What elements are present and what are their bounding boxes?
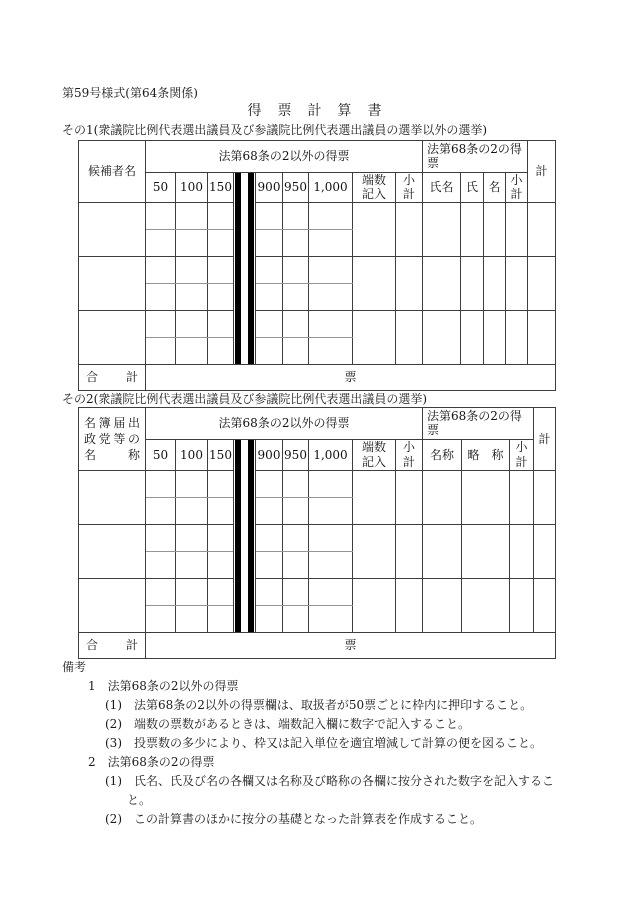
header-tick-150: 150	[208, 172, 234, 202]
thick-bar	[235, 440, 241, 632]
entry-cell	[510, 578, 534, 632]
entry-cell	[353, 202, 396, 256]
entry-cell	[396, 524, 423, 578]
entry-cell	[146, 578, 176, 605]
header-total-column: 計	[528, 141, 556, 203]
entry-cell	[353, 470, 396, 524]
entry-cell	[461, 256, 484, 310]
entry-cell	[208, 202, 234, 229]
remark-line: と。	[127, 793, 152, 807]
entry-cell	[256, 229, 283, 256]
entry-cell	[208, 229, 234, 256]
entry-cell	[510, 524, 534, 578]
entry-cell	[534, 470, 556, 524]
data-row	[79, 202, 556, 229]
header-party-abbreviation: 略 称	[462, 439, 510, 470]
entry-cell	[283, 337, 309, 364]
total-row-label: 合計	[79, 364, 146, 390]
remark-line: 2 法第68条の2の得票	[88, 755, 215, 769]
entry-cell	[146, 470, 176, 497]
entry-cell	[176, 578, 208, 605]
entry-cell	[283, 497, 309, 524]
entry-cell	[79, 524, 146, 578]
entry-cell	[146, 337, 176, 364]
entry-cell	[176, 283, 208, 310]
entry-cell	[506, 256, 528, 310]
header-votes-68-2: 法第68条の2の得 票	[423, 141, 528, 173]
entry-cell	[396, 470, 423, 524]
entry-cell	[283, 551, 309, 578]
entry-cell	[534, 578, 556, 632]
entry-cell	[283, 229, 309, 256]
entry-cell	[146, 283, 176, 310]
entry-cell	[208, 524, 234, 551]
data-row	[79, 470, 556, 497]
remarks-heading: 備考	[62, 660, 87, 674]
header-votes-68-2: 法第68条の2の得 票	[423, 408, 534, 440]
entry-cell	[256, 497, 283, 524]
entry-cell	[396, 256, 423, 310]
entry-cell	[309, 202, 353, 229]
entry-cell	[176, 202, 208, 229]
header-tick-50: 50	[146, 172, 176, 202]
entry-cell	[79, 310, 146, 364]
entry-cell	[146, 202, 176, 229]
total-row	[79, 364, 556, 390]
entry-cell	[309, 524, 353, 551]
entry-cell	[309, 229, 353, 256]
remark-line: (2) 端数の票数があるときは、端数記入欄に数字で記入すること。	[105, 717, 471, 731]
header-tick-50: 50	[146, 439, 176, 470]
entry-cell	[423, 256, 461, 310]
section2-label: その2(衆議院比例代表選出議員及び参議院比例代表選出議員の選挙)	[62, 392, 428, 406]
entry-cell	[528, 202, 556, 256]
entry-cell	[146, 524, 176, 551]
entry-cell	[256, 605, 283, 632]
header-total-column: 計	[534, 408, 556, 471]
header-subtotal-right: 小 計	[510, 439, 534, 470]
entry-cell	[146, 551, 176, 578]
entry-cell	[283, 578, 309, 605]
table-sono2	[78, 407, 556, 659]
entry-cell	[484, 256, 506, 310]
header-tick-950: 950	[283, 172, 309, 202]
entry-cell	[423, 524, 462, 578]
header-party-list-name: 名簿届出 政党等の 名称	[79, 408, 146, 471]
header-fraction-entry: 端数 記入	[353, 439, 396, 470]
entry-cell	[256, 283, 283, 310]
entry-cell	[528, 256, 556, 310]
header-tick-950: 950	[283, 439, 309, 470]
bars-ellipsis	[234, 439, 256, 632]
entry-cell	[208, 337, 234, 364]
data-row	[79, 524, 556, 551]
entry-cell	[423, 578, 462, 632]
remark-line: (1) 法第68条の2以外の得票欄は、取扱者が50票ごとに枠内に押印すること。	[105, 698, 533, 712]
entry-cell	[176, 310, 208, 337]
entry-cell	[146, 256, 176, 283]
header-votes-other-than-68-2: 法第68条の2以外の得票	[146, 141, 423, 173]
remark-line: (3) 投票数の多少により、枠又は記入単位を適宜増減して計算の便を図ること。	[105, 736, 543, 750]
entry-cell	[484, 310, 506, 364]
bars-ellipsis	[234, 172, 256, 364]
entry-cell	[208, 470, 234, 497]
entry-cell	[176, 470, 208, 497]
entry-cell	[309, 310, 353, 337]
entry-cell	[353, 578, 396, 632]
entry-cell	[462, 470, 510, 524]
data-row	[79, 256, 556, 283]
entry-cell	[208, 605, 234, 632]
entry-cell	[309, 256, 353, 283]
entry-cell	[510, 470, 534, 524]
entry-cell	[256, 470, 283, 497]
header-party-name: 名称	[423, 439, 462, 470]
header-tick-150: 150	[208, 439, 234, 470]
entry-cell	[176, 551, 208, 578]
entry-cell	[462, 524, 510, 578]
data-row	[79, 578, 556, 605]
entry-cell	[208, 283, 234, 310]
total-row	[79, 632, 556, 658]
entry-cell	[256, 202, 283, 229]
header-subtotal: 小 計	[396, 172, 423, 202]
entry-cell	[256, 337, 283, 364]
entry-cell	[534, 524, 556, 578]
total-row-label: 合計	[79, 632, 146, 658]
entry-cell	[208, 578, 234, 605]
entry-cell	[506, 202, 528, 256]
entry-cell	[309, 283, 353, 310]
header-votes-other-than-68-2: 法第68条の2以外の得票	[146, 408, 423, 440]
header-surname: 氏	[461, 172, 484, 202]
entry-cell	[396, 202, 423, 256]
entry-cell	[283, 470, 309, 497]
header-full-name: 氏名	[423, 172, 461, 202]
entry-cell	[146, 310, 176, 337]
entry-cell	[208, 551, 234, 578]
entry-cell	[176, 524, 208, 551]
header-fraction-entry: 端数 記入	[353, 172, 396, 202]
remark-line: (2) この計算書のほかに按分の基礎となった計算表を作成すること。	[105, 812, 483, 826]
header-tick-100: 100	[176, 172, 208, 202]
entry-cell	[208, 256, 234, 283]
header-subtotal: 小 計	[396, 439, 423, 470]
entry-cell	[79, 256, 146, 310]
entry-cell	[484, 202, 506, 256]
entry-cell	[146, 229, 176, 256]
form-number: 第59号様式(第64条関係)	[62, 86, 198, 100]
entry-cell	[353, 524, 396, 578]
entry-cell	[353, 256, 396, 310]
entry-cell	[528, 310, 556, 364]
entry-cell	[309, 497, 353, 524]
entry-cell	[79, 578, 146, 632]
document-title: 得 票 計 算 書	[247, 103, 383, 119]
remark-line: 1 法第68条の2以外の得票	[88, 679, 239, 693]
entry-cell	[146, 605, 176, 632]
section1-label: その1(衆議院比例代表選出議員及び参議院比例代表選出議員の選挙以外の選挙)	[62, 123, 488, 137]
entry-cell	[309, 578, 353, 605]
entry-cell	[146, 497, 176, 524]
thick-bar	[235, 173, 241, 364]
entry-cell	[423, 202, 461, 256]
entry-cell	[79, 202, 146, 256]
total-row-unit: 票	[146, 364, 556, 390]
entry-cell	[208, 310, 234, 337]
entry-cell	[283, 202, 309, 229]
entry-cell	[309, 470, 353, 497]
header-candidate-name: 候補者名	[79, 141, 146, 203]
entry-cell	[176, 497, 208, 524]
entry-cell	[176, 337, 208, 364]
entry-cell	[423, 470, 462, 524]
thick-bar	[248, 440, 254, 632]
entry-cell	[309, 551, 353, 578]
table-sono1	[78, 140, 556, 391]
entry-cell	[461, 310, 484, 364]
entry-cell	[176, 605, 208, 632]
entry-cell	[79, 470, 146, 524]
header-tick-900: 900	[256, 439, 283, 470]
entry-cell	[396, 310, 423, 364]
entry-cell	[462, 578, 510, 632]
entry-cell	[283, 310, 309, 337]
entry-cell	[256, 256, 283, 283]
entry-cell	[461, 202, 484, 256]
header-tick-900: 900	[256, 172, 283, 202]
header-tick-1000: 1,000	[309, 172, 353, 202]
data-row	[79, 310, 556, 337]
remarks-section	[62, 658, 554, 829]
header-tick-1000: 1,000	[309, 439, 353, 470]
thick-bar	[248, 173, 254, 364]
entry-cell	[208, 497, 234, 524]
entry-cell	[283, 256, 309, 283]
entry-cell	[423, 310, 461, 364]
entry-cell	[283, 605, 309, 632]
entry-cell	[176, 256, 208, 283]
entry-cell	[309, 337, 353, 364]
entry-cell	[353, 310, 396, 364]
total-row-unit: 票	[146, 632, 556, 658]
entry-cell	[256, 551, 283, 578]
entry-cell	[176, 229, 208, 256]
header-given-name: 名	[484, 172, 506, 202]
header-tick-100: 100	[176, 439, 208, 470]
entry-cell	[256, 578, 283, 605]
entry-cell	[506, 310, 528, 364]
entry-cell	[396, 578, 423, 632]
entry-cell	[309, 605, 353, 632]
entry-cell	[283, 283, 309, 310]
entry-cell	[283, 524, 309, 551]
header-subtotal-right: 小 計	[506, 172, 528, 202]
entry-cell	[256, 524, 283, 551]
remark-line: (1) 氏名、氏及び名の各欄又は名称及び略称の各欄に按分された数字を記入するこ	[105, 774, 555, 788]
entry-cell	[256, 310, 283, 337]
